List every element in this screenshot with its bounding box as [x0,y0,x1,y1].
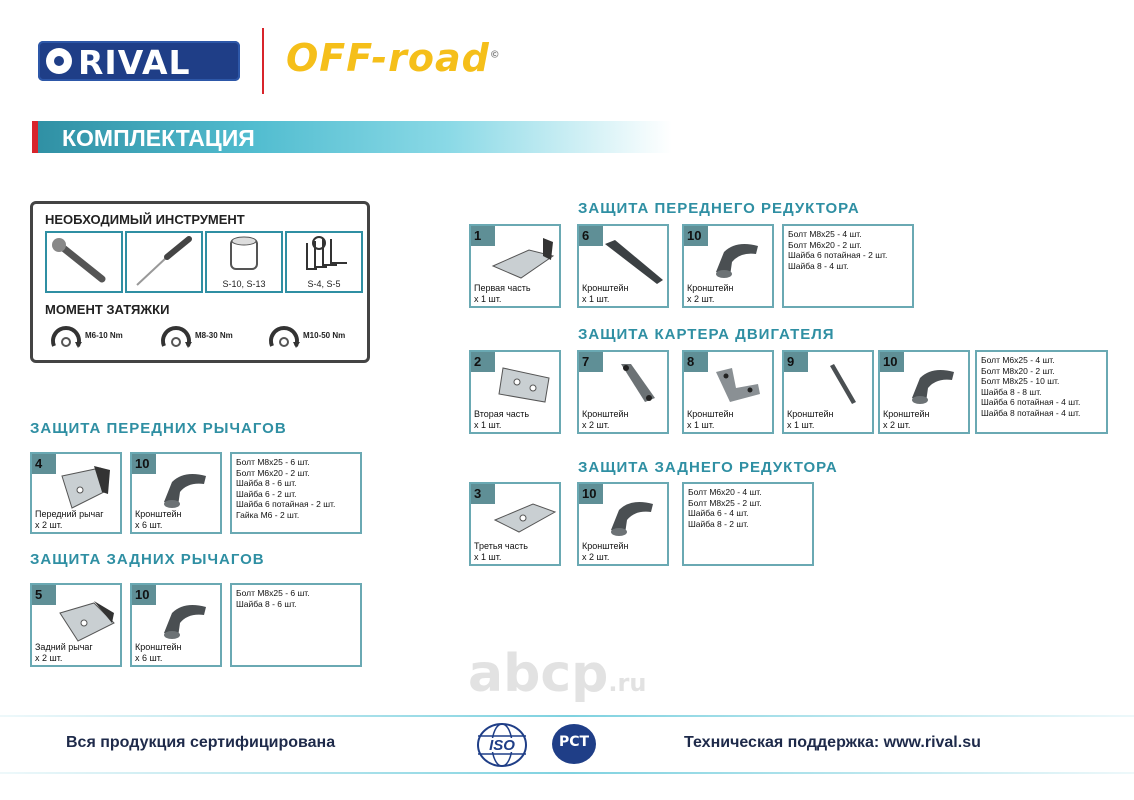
hardware-item: Шайба 6 потайная - 2 шт. [788,250,888,260]
torque-m10 [267,320,367,350]
section-banner [32,121,672,153]
front-arms-title: ЗАЩИТА ПЕРЕДНИХ РЫЧАГОВ [30,420,287,437]
part-card [469,482,561,566]
tool-ratchet [45,231,123,293]
skid-plate-icon [473,358,561,410]
tool-screwdriver [125,231,203,293]
part-name: Кронштейн [687,283,734,293]
skid-plate-icon [34,593,122,645]
part-qty: x 6 шт. [135,520,163,530]
hardware-item: Болт М6х20 - 2 шт. [236,467,310,478]
part-qty: x 1 шт. [787,420,815,430]
tool-socket-caption: S-10, S-13 [222,279,266,289]
torque-m8 [159,320,259,350]
banner-accent [32,121,38,153]
header-divider [262,28,264,94]
hardware-item: Болт М8х25 - 2 шт. [688,497,762,508]
support-text: Техническая поддержка: www.rival.su [684,734,981,751]
part-number: 4 [32,454,56,474]
part-card [682,224,774,308]
ratchet-icon [47,233,121,291]
tool-hex-caption: S-4, S-5 [307,279,341,289]
part-number: 10 [579,484,603,504]
hardware-item: Шайба 6 - 4 шт. [688,508,749,518]
part-name: Кронштейн [582,541,629,551]
bracket-icon [134,593,222,645]
hardware-item: Шайба 8 - 4 шт. [788,260,849,271]
part-number: 3 [471,484,495,504]
torque-title: МОМЕНТ ЗАТЯЖКИ [45,302,170,317]
bracket-icon [581,232,669,284]
hardware-item: Болт М6х25 - 4 шт. [981,355,1055,365]
part-qty: x 1 шт. [582,294,610,304]
bracket-icon [686,358,774,410]
hardware-item: Шайба 6 потайная - 4 шт. [981,397,1081,407]
footer-line-bottom [0,772,1134,774]
offroad-logo [286,36,501,80]
part-name: Передний рычаг [35,509,104,519]
gost-logo [552,724,596,764]
hardware-list [975,350,1108,434]
part-card [130,583,222,667]
part-card [577,350,669,434]
part-name: Кронштейн [687,409,734,419]
part-number: 6 [579,226,603,246]
part-name: Кронштейн [582,409,629,419]
rival-logo-text: RIVAL [78,43,191,82]
bracket-icon [786,358,874,410]
offroad-logo-text: OFF-road [286,36,490,80]
torque-arrow-icon [267,320,301,350]
copyright-mark: © [489,49,501,61]
part-number: 10 [132,454,156,474]
part-qty: x 1 шт. [474,552,502,562]
iso-logo [474,722,530,768]
torque-m8-label: M8-30 Nm [195,331,233,340]
hardware-list [782,224,914,308]
hardware-list [230,452,362,534]
torque-arrow-icon [49,320,83,350]
part-number: 10 [132,585,156,605]
part-card [130,452,222,534]
hardware-item: Болт М8х20 - 2 шт. [981,365,1055,376]
screwdriver-icon [127,233,201,291]
part-qty: x 2 шт. [582,552,610,562]
part-card [782,350,874,434]
engine-title: ЗАЩИТА КАРТЕРА ДВИГАТЕЛЯ [578,326,835,343]
bracket-icon [686,232,774,284]
hardware-item: Шайба 8 - 2 шт. [688,518,749,529]
hardware-item: Шайба 8 - 6 шт. [236,478,297,488]
torque-m10-label: M10-50 Nm [303,331,346,340]
tools-box [30,201,370,363]
part-card [577,482,669,566]
part-card [878,350,970,434]
part-name: Первая часть [474,283,531,293]
tool-socket [205,231,283,293]
skid-plate-icon [34,462,122,512]
footer-line-top [0,715,1134,717]
part-name: Третья часть [474,541,528,551]
torque-m6 [49,320,149,350]
bracket-icon [581,490,669,542]
part-name: Задний рычаг [35,642,93,652]
part-card [577,224,669,308]
part-name: Вторая часть [474,409,530,419]
hardware-item: Шайба 6 потайная - 2 шт. [236,499,336,509]
hardware-item: Болт М8х25 - 10 шт. [981,376,1060,386]
hardware-item: Болт М8х25 - 6 шт. [236,588,310,598]
torque-arrow-icon [159,320,193,350]
rival-logo [38,41,240,81]
rear-arms-title: ЗАЩИТА ЗАДНИХ РЫЧАГОВ [30,551,265,568]
part-number: 9 [784,352,808,372]
banner-title: КОМПЛЕКТАЦИЯ [62,125,255,151]
hardware-list [682,482,814,566]
part-qty: x 1 шт. [474,294,502,304]
part-name: Кронштейн [787,409,834,419]
part-number: 10 [684,226,708,246]
rear-reducer-title: ЗАЩИТА ЗАДНЕГО РЕДУКТОРА [578,459,838,476]
part-number: 1 [471,226,495,246]
part-card [30,583,122,667]
part-name: Кронштейн [582,283,629,293]
skid-plate-icon [473,232,561,284]
part-number: 7 [579,352,603,372]
hardware-item: Шайба 8 потайная - 4 шт. [981,407,1081,418]
torque-m6-label: M6-10 Nm [85,331,123,340]
rival-emblem-icon [46,48,72,74]
part-number: 2 [471,352,495,372]
bracket-icon [581,358,669,410]
hardware-item: Шайба 6 - 2 шт. [236,488,297,499]
bracket-icon [134,462,222,512]
skid-plate-icon [473,490,561,542]
part-card [469,350,561,434]
hardware-list [230,583,362,667]
hardware-item: Шайба 8 - 6 шт. [236,598,297,609]
part-qty: x 2 шт. [35,653,63,663]
certified-text: Вся продукция сертифицирована [66,734,336,751]
iso-text: ISO [489,737,515,754]
hardware-item: Шайба 8 - 8 шт. [981,386,1042,397]
hardware-item: Болт М8х25 - 6 шт. [236,457,310,467]
part-qty: x 2 шт. [687,294,715,304]
watermark [468,644,646,704]
part-qty: x 2 шт. [35,520,63,530]
front-reducer-title: ЗАЩИТА ПЕРЕДНЕГО РЕДУКТОРА [578,200,860,217]
hardware-item: Болт М8х25 - 4 шт. [788,229,862,239]
tools-title: НЕОБХОДИМЫЙ ИНСТРУМЕНТ [45,212,245,227]
part-number: 10 [880,352,904,372]
part-name: Кронштейн [883,409,930,419]
part-number: 5 [32,585,56,605]
part-name: Кронштейн [135,642,182,652]
part-qty: x 6 шт. [135,653,163,663]
part-card [30,452,122,534]
tool-hex-keys [285,231,363,293]
hardware-item: Болт М6х20 - 2 шт. [788,239,862,250]
part-qty: x 1 шт. [687,420,715,430]
gost-text: РСТ [558,734,590,750]
part-qty: x 1 шт. [474,420,502,430]
part-name: Кронштейн [135,509,182,519]
part-card [469,224,561,308]
part-qty: x 2 шт. [582,420,610,430]
hardware-item: Гайка М6 - 2 шт. [236,509,300,520]
watermark-suffix: .ru [608,669,647,697]
watermark-main: abcp [468,644,609,704]
part-qty: x 2 шт. [883,420,911,430]
socket-icon [207,233,281,279]
part-number: 8 [684,352,708,372]
hardware-item: Болт М6х20 - 4 шт. [688,487,762,497]
hex-keys-icon [287,233,361,279]
part-card [682,350,774,434]
bracket-icon [882,358,970,410]
